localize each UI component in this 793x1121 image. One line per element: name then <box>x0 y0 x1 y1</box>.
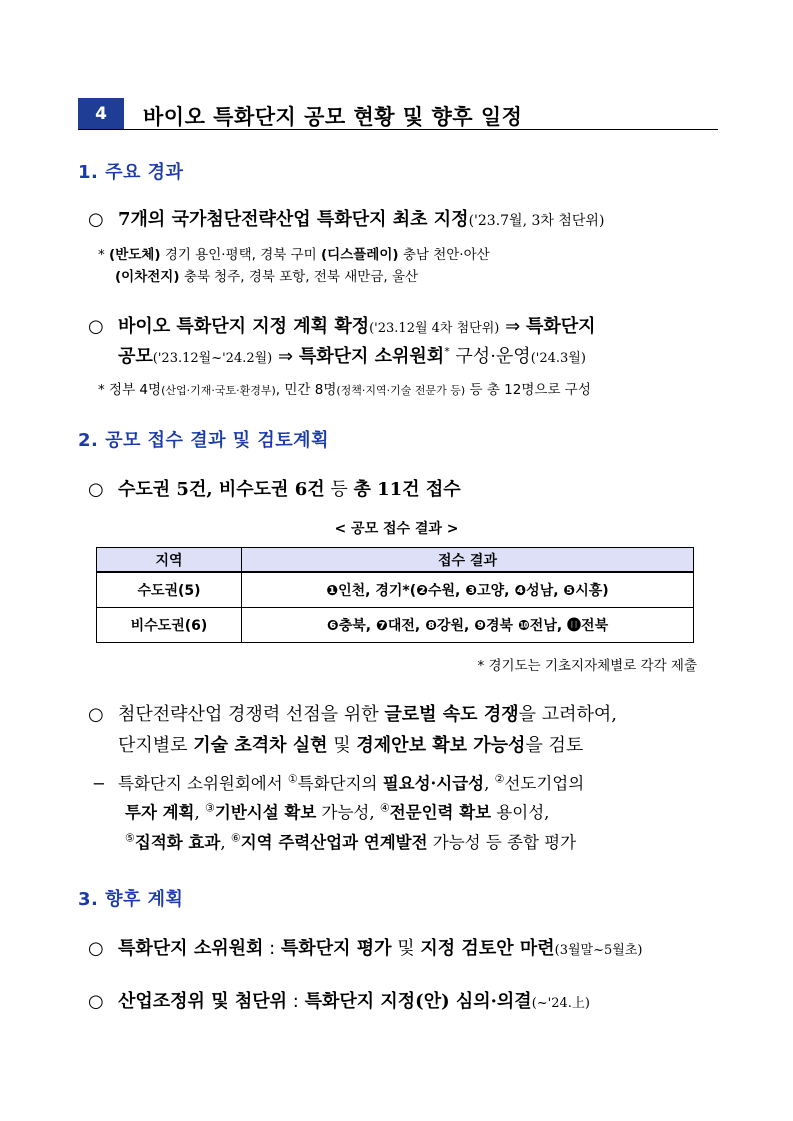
s2-b2-h: 을 검토 <box>525 735 584 756</box>
s2-dn6: ⑥ <box>230 831 241 845</box>
bullet-icon: ○ <box>88 209 104 230</box>
s2-d10: 전문인력 확보 <box>389 803 492 822</box>
s2-d4: , <box>484 774 490 793</box>
s1-b2-p1: 바이오 특화단지 지정 계획 확정 <box>118 316 370 337</box>
s1-b2-paren1: ('23.12월 4차 첨단위) <box>369 321 500 336</box>
s2-dn5: ⑤ <box>125 831 135 845</box>
s3-b1-c: 특화단지 평가 <box>280 938 392 959</box>
s2-b1-b: 등 <box>330 479 348 500</box>
s2-dash-1b <box>125 799 549 823</box>
s2-bullet-2 <box>88 700 617 726</box>
note-tag-display: (디스플레이) <box>320 247 399 263</box>
s2-b2-g: 경제안보 확보 가능성 <box>356 735 526 756</box>
s3-b2-a: 산업조정위 및 첨단위 <box>118 991 288 1012</box>
s3-bullet-1 <box>88 934 642 960</box>
arrow-icon: ⇒ <box>277 346 294 367</box>
page-title: 바이오 특화단지 공모 현황 및 향후 일정 <box>143 105 523 129</box>
s1-b2-p3: 공모 <box>118 346 153 367</box>
table-footnote: * 경기도는 기초지자체별로 각각 제출 <box>477 658 697 674</box>
s3-b2-c: 특화단지 지정(안) 심의·의결 <box>304 991 532 1012</box>
s2-d5: 선도기업의 <box>504 774 585 793</box>
s3-b1-d: 및 <box>397 938 415 959</box>
s1-note-2 <box>98 378 591 398</box>
table-row <box>97 608 694 643</box>
s2-b2-b: 글로벌 속도 경쟁 <box>384 704 519 725</box>
s3-b1-e: 지정 검토안 마련 <box>420 938 555 959</box>
dash-icon: − <box>92 774 106 793</box>
s1-b1-bold: 7개의 국가첨단전략산업 특화단지 최초 지정 <box>118 209 469 230</box>
s2-b2-c: 을 고려하여, <box>518 704 617 725</box>
s2-d13: , <box>220 833 226 852</box>
note2-a: 정부 4명 <box>109 382 162 398</box>
s3-b2-d: (~'24.上) <box>531 996 590 1011</box>
s2-d11: 용이성, <box>496 803 550 822</box>
s1-b2-sup: * <box>444 345 450 358</box>
section-heading-3: 3. 향후 계획 <box>78 889 184 910</box>
s1-note-1b <box>115 265 418 285</box>
s2-b1-a: 수도권 5건, 비수도권 6건 <box>118 479 325 500</box>
s1-b2-paren3: ('24.3월) <box>530 351 586 366</box>
s1-note-1 <box>98 243 490 263</box>
note-text-semiconductor: 경기 용인·평택, 경북 구미 <box>164 247 317 263</box>
s2-dn3: ③ <box>205 801 215 815</box>
s3-b1-f: (3월말~5월초) <box>554 943 643 958</box>
s2-d15: 가능성 등 종합 평가 <box>432 833 577 852</box>
s1-b1-paren: ('23.7월, 3차 첨단위) <box>468 213 605 229</box>
s2-d2: 특화단지의 <box>297 774 378 793</box>
s1-bullet-2b <box>118 342 586 368</box>
bullet-icon: ○ <box>88 479 104 500</box>
s3-b1-b: : <box>269 938 276 959</box>
arrow-icon: ⇒ <box>505 316 521 337</box>
note2-c: 등 총 12명으로 구성 <box>469 382 591 398</box>
note2-b: , 민간 8명 <box>275 382 337 398</box>
note2-a-small: (산업·기재·국토·환경부) <box>161 384 276 397</box>
s2-d1: 특화단지 소위원회에서 <box>118 774 283 793</box>
bullet-icon: ○ <box>88 704 104 725</box>
table-caption: < 공모 접수 결과 > <box>334 521 459 537</box>
note-tag-semiconductor: (반도체) <box>109 247 161 263</box>
section-number-badge: 4 <box>78 98 124 129</box>
table-header-row <box>97 548 694 573</box>
s2-dn4: ④ <box>379 801 390 815</box>
s1-b2-paren2: ('23.12월~'24.2월) <box>152 351 273 366</box>
s2-d7: , <box>194 803 200 822</box>
table-cell-region: 비수도권(6) <box>97 608 242 643</box>
s2-b1-c: 총 11건 접수 <box>353 479 461 500</box>
s3-b1-a: 특화단지 소위원회 <box>118 938 264 959</box>
s2-d3: 필요성·시급성 <box>382 774 485 793</box>
section-heading-2: 2. 공모 접수 결과 및 검토계획 <box>78 430 329 451</box>
table-cell-region: 수도권(5) <box>97 572 242 608</box>
table-row <box>97 572 694 608</box>
s2-d12: 집적화 효과 <box>134 833 221 852</box>
s2-dn2: ② <box>494 772 505 786</box>
s2-b2-e: 기술 초격차 실현 <box>193 735 328 756</box>
s3-bullet-2 <box>88 987 590 1013</box>
s1-b2-p4: 특화단지 소위원회 <box>298 346 445 367</box>
table-cell-result: ❻충북, ❼대전, ❽강원, ❾경북 ❿전남, ⓫전북 <box>242 608 694 643</box>
s2-b2-f: 및 <box>333 735 351 756</box>
note-text-battery: 충북 청주, 경북 포항, 전북 새만금, 울산 <box>183 269 419 285</box>
s2-dash-1c <box>125 829 576 853</box>
section-heading-1: 1. 주요 경과 <box>78 162 184 183</box>
s2-bullet-2b <box>118 731 583 757</box>
bullet-icon: ○ <box>88 938 104 959</box>
table-header-result: 접수 결과 <box>242 548 694 573</box>
s3-b2-b: : <box>292 991 299 1012</box>
s2-d9: 가능성, <box>321 803 375 822</box>
s2-bullet-1 <box>88 475 461 501</box>
s1-b2-p2: 특화단지 <box>525 316 596 337</box>
note-tag-battery: (이차전지) <box>115 269 180 285</box>
table-cell-result: ❶인천, 경기*(❷수원, ❸고양, ❹성남, ❺시흥) <box>242 572 694 608</box>
results-table <box>96 547 694 643</box>
s2-d14: 지역 주력산업과 연계발전 <box>240 833 428 852</box>
s2-d8: 기반시설 확보 <box>214 803 317 822</box>
note2-b-small: (정책·지역·기술 전문가 등) <box>336 384 466 397</box>
s2-dn1: ① <box>287 772 298 786</box>
s2-dash-1 <box>92 770 584 794</box>
s2-b2-d: 단지별로 <box>118 735 188 756</box>
note-text-display: 충남 천안·아산 <box>402 247 490 263</box>
s1-bullet-1 <box>88 205 604 231</box>
s1-b2-p5: 구성·운영 <box>455 346 531 367</box>
s2-d6: 투자 계획 <box>125 803 195 822</box>
note-star: * <box>98 247 105 263</box>
s1-bullet-2 <box>88 312 596 338</box>
note-star: * <box>98 382 105 398</box>
title-underline <box>78 129 718 130</box>
table-header-region: 지역 <box>97 548 242 573</box>
bullet-icon: ○ <box>88 316 104 337</box>
s2-b2-a: 첨단전략산업 경쟁력 선점을 위한 <box>118 704 379 725</box>
bullet-icon: ○ <box>88 991 104 1012</box>
